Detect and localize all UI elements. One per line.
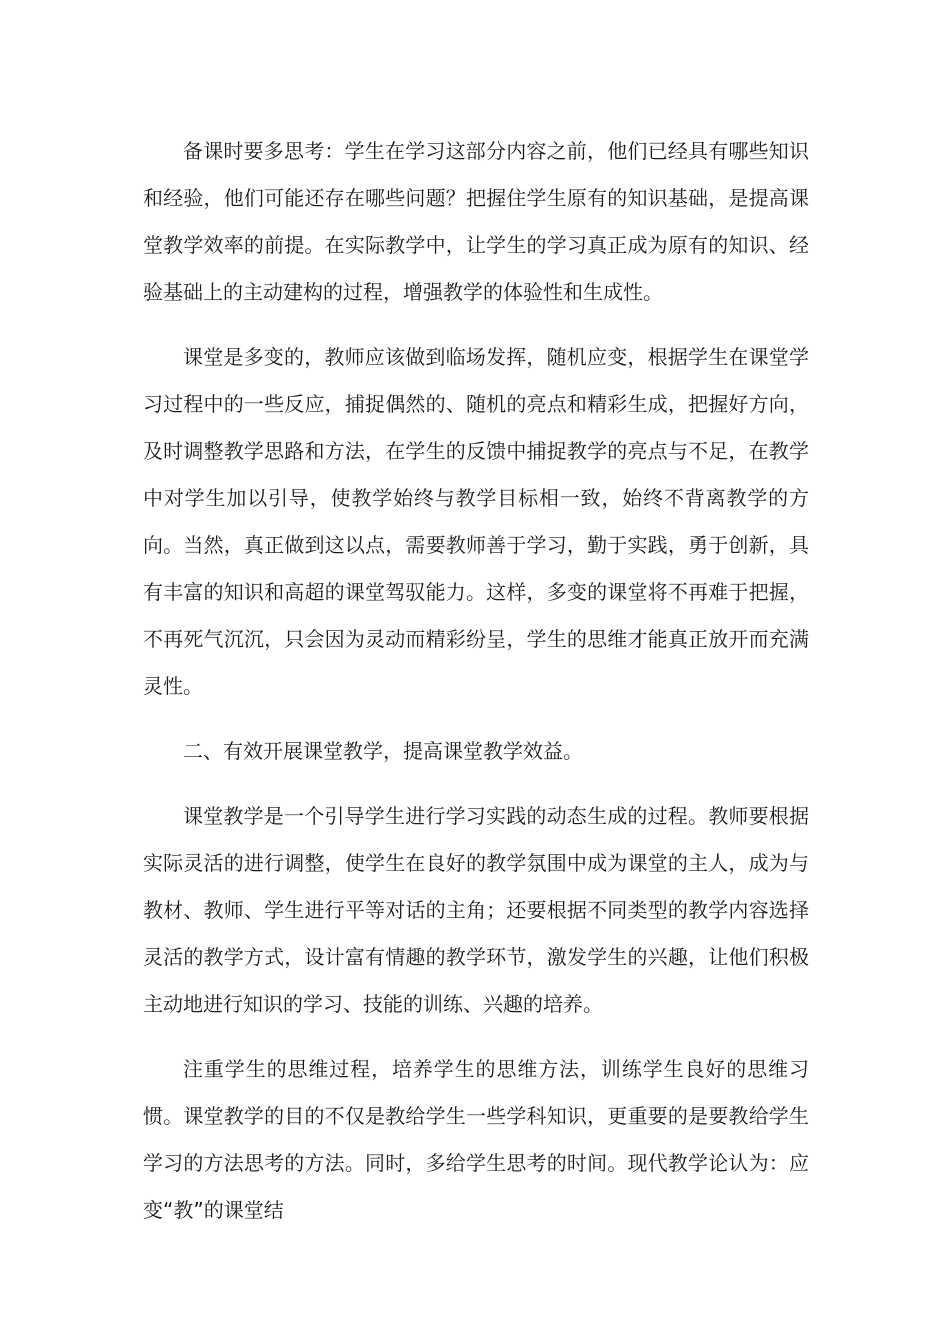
section-heading-effective-teaching: 二、有效开展课堂教学，提高课堂教学效益。 xyxy=(183,739,583,763)
paragraph-classroom-adaptation: 课堂是多变的，教师应该做到临场发挥，随机应变，根据学生在课堂学习过程中的一些反应，捕捉偶然的、随机的亮点和精彩生成，把握好方向，及时调整教学思路和方法，在学生的反馈中捕捉教学的亮点与不足，在教学中对学生加以引导，使教学始终与教学目标相一致，始终不背离教学的方向。当然，真正做到这以点，需要教师善于学习，勤于实践，勇于创新，具有丰富的知识和高超的课堂驾驭能力。这样，多变的课堂将不再难于把握，不再死气沉沉，只会因为灵动而精彩纷呈，学生的思维才能真正放开而充满灵性。 xyxy=(143,345,809,698)
paragraph-thinking-methods: 注重学生的思维过程，培养学生的思维方法，训练学生良好的思维习惯。课堂教学的目的不仅是教给学生一些学科知识，更重要的是要教给学生学习的方法思考的方法。同时，多给学生思考的时间。现代教学论认为：应变“教”的课堂结 xyxy=(143,1057,809,1222)
paragraph-dynamic-teaching: 课堂教学是一个引导学生进行学习实践的动态生成的过程。教师要根据实际灵活的进行调整，使学生在良好的教学氛围中成为课堂的主人，成为与教材、教师、学生进行平等对话的主角；还要根据不同类型的教学内容选择灵活的教学方式，设计富有情趣的教学环节，激发学生的兴趣，让他们积极主动地进行知识的学习、技能的训练、兴趣的培养。 xyxy=(143,804,809,1016)
document-body xyxy=(143,128,809,1252)
paragraph-preparation: 备课时要多思考：学生在学习这部分内容之前，他们已经具有哪些知识和经验，他们可能还存在哪些问题？把握住学生原有的知识基础，是提高课堂教学效率的前提。在实际教学中，让学生的学习真正成为原有的知识、经验基础上的主动建构的过程，增强教学的体验性和生成性。 xyxy=(143,139,809,304)
